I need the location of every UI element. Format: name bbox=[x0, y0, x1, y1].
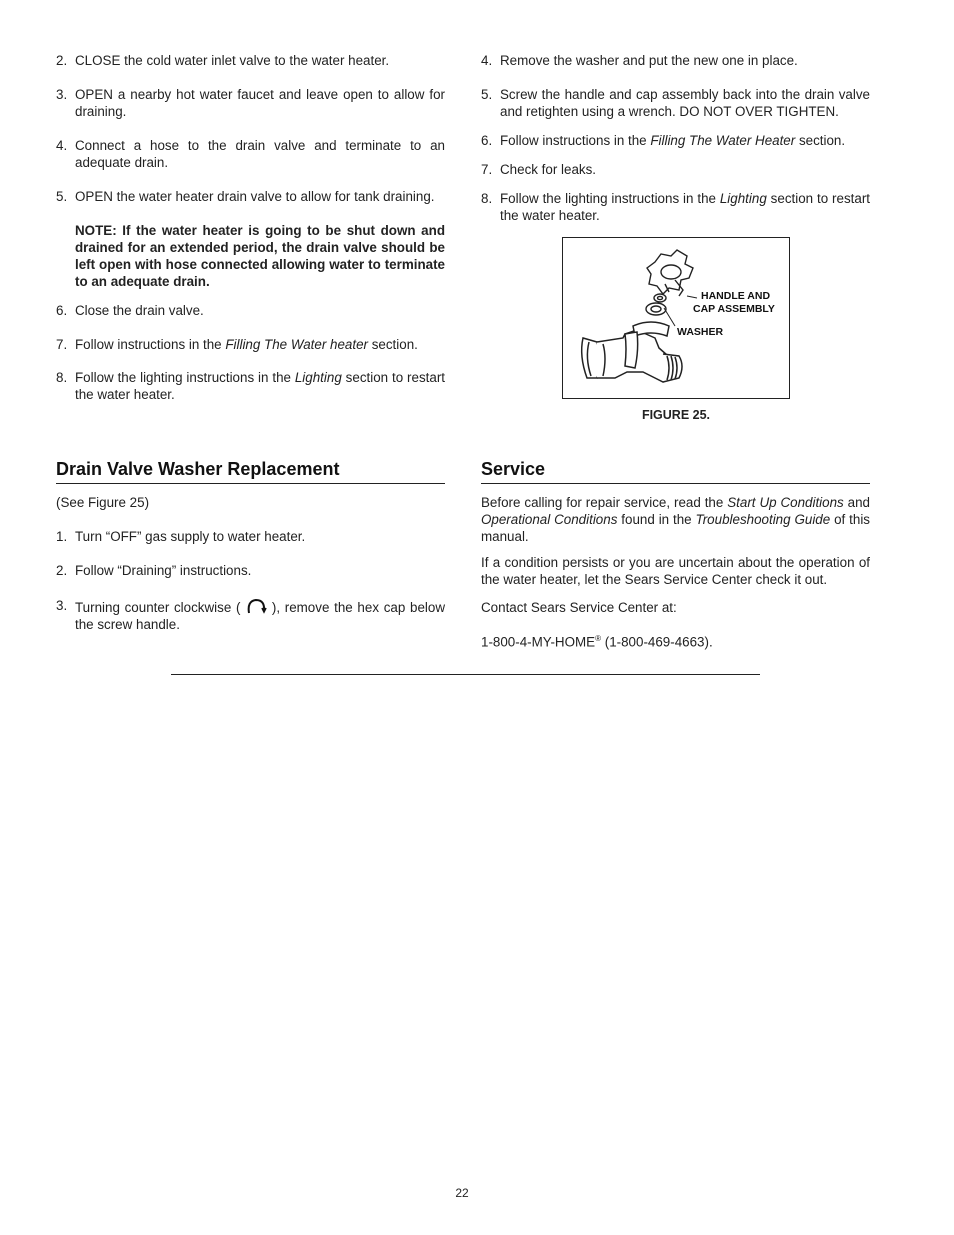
list-item: 5. OPEN the water heater drain valve to allow for tank draining. bbox=[56, 189, 435, 204]
drain-valve-illustration bbox=[563, 238, 789, 398]
list-item: 5. Screw the handle and cap assembly back into the drain valve and retighten using a wrench. DO NOT OVER TIGHTEN. bbox=[481, 87, 870, 119]
figure-25-box bbox=[562, 237, 790, 399]
handle-label-line2: CAP ASSEMBLY bbox=[693, 303, 775, 315]
list-item: 4. Connect a hose to the drain valve and terminate to an adequate drain. bbox=[56, 138, 445, 170]
section-divider bbox=[171, 674, 760, 675]
list-item: 7. Follow instructions in the Filling The Water heater section. bbox=[56, 337, 418, 352]
list-item: 3. OPEN a nearby hot water faucet and leave open to allow for draining. bbox=[56, 87, 464, 119]
figure-caption: FIGURE 25. bbox=[641, 408, 711, 422]
list-item: 7. Check for leaks. bbox=[481, 162, 597, 177]
list-item: 8. Follow the lighting instructions in the Lighting section to restart the water heater. bbox=[56, 370, 445, 402]
washer-icon bbox=[646, 294, 666, 315]
left-column bbox=[56, 52, 464, 403]
list-item: 2. Follow “Draining” instructions. bbox=[56, 563, 252, 578]
page-number: 22 bbox=[455, 1186, 469, 1200]
draining-note: NOTE: If the water heater is going to be shut down and drained for an extended period, the drain valve should be left open with hose connected allowing water to terminate to an adequate drain. bbox=[75, 223, 445, 289]
service-heading: Service bbox=[481, 458, 870, 484]
service-paragraph-1: Before calling for repair service, read the Start Up Conditions and Operational Conditions found in the Troubleshooting Guide of this manual. bbox=[481, 495, 871, 544]
drain-valve-heading: Drain Valve Washer Replacement bbox=[56, 458, 445, 484]
draining-steps-continued bbox=[56, 302, 445, 403]
washer-steps-continued bbox=[481, 52, 870, 224]
drain-valve-icon bbox=[582, 322, 682, 382]
washer-steps bbox=[56, 528, 445, 633]
draining-steps bbox=[56, 52, 464, 205]
service-phone: 1-800-4-MY-HOME® (1-800-469-4663). bbox=[481, 634, 713, 650]
list-item: 3. Turning counter clockwise ( ), remove the hex cap below the screw handle. bbox=[56, 598, 445, 632]
list-item: 4. Remove the washer and put the new one in place. bbox=[481, 53, 798, 68]
list-item: 6. Close the drain valve. bbox=[56, 303, 204, 318]
handle-icon bbox=[647, 250, 693, 296]
handle-label-line1: HANDLE AND bbox=[701, 290, 771, 302]
service-paragraph-2: If a condition persists or you are uncertain about the operation of the water heater, let the Sears Service Center check it out. bbox=[481, 555, 870, 587]
see-figure-note: (See Figure 25) bbox=[56, 495, 150, 510]
list-item: 8. Follow the lighting instructions in the Lighting section to restart the water heater. bbox=[481, 191, 870, 223]
right-column bbox=[481, 52, 870, 224]
list-item: 6. Follow instructions in the Filling The Water Heater section. bbox=[481, 133, 846, 148]
washer-label: WASHER bbox=[677, 326, 724, 338]
list-item: 1. Turn “OFF” gas supply to water heater. bbox=[56, 529, 306, 544]
service-contact-label: Contact Sears Service Center at: bbox=[481, 600, 677, 615]
counter-clockwise-arrow-icon bbox=[245, 597, 267, 615]
list-item: 2. CLOSE the cold water inlet valve to the water heater. bbox=[56, 53, 390, 68]
